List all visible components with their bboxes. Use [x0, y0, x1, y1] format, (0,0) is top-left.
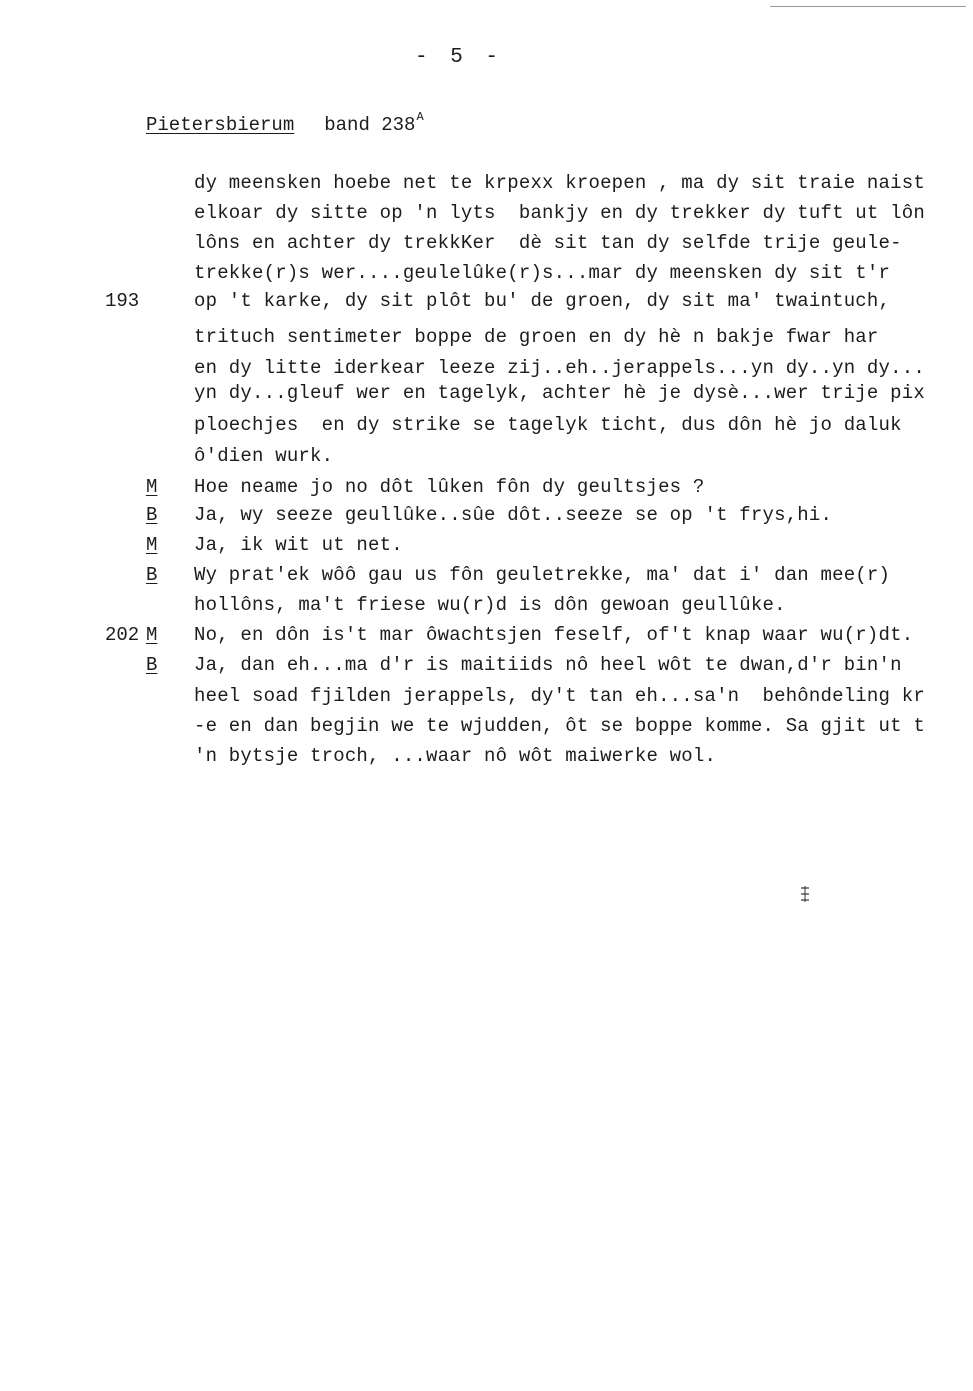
band-superscript: A: [416, 110, 424, 124]
transcript-line: heel soad fjilden jerappels, dy't tan eh...sa'n behôndeling kr: [194, 685, 925, 707]
transcript-line: ploechjes en dy strike se tagelyk ticht, dus dôn hè jo daluk: [194, 414, 902, 436]
transcript-line: hollôns, ma't friese wu(r)d is dôn gewoan geullûke.: [194, 594, 786, 616]
transcript-line: Wy prat'ek wôô gau us fôn geuletrekke, ma' dat i' dan mee(r): [194, 564, 891, 586]
margin-line-ref-202: 202: [105, 624, 140, 646]
transcript-line: Ja, ik wit ut net.: [194, 534, 403, 556]
transcript-line: Ja, wy seeze geullûke..sûe dôt..seeze se op 't frys,hi.: [194, 504, 833, 526]
transcript-line: No, en dôn is't mar ôwachtsjen feself, of't knap waar wu(r)dt.: [194, 624, 914, 646]
margin-line-ref-193: 193: [105, 290, 140, 312]
speaker-marker: M: [146, 476, 158, 498]
transcript-line: trekke(r)s wer....geulelûke(r)s...mar dy meensken dy sit t'r: [194, 262, 891, 284]
transcript-line: lôns en achter dy trekkKer dè sit tan dy selfde trije geule-: [194, 232, 902, 254]
transcript-line: op 't karke, dy sit plôt bu' de groen, dy sit ma' twaintuch,: [194, 290, 891, 312]
transcript-line: -e en dan begjin we te wjudden, ôt se boppe komme. Sa gjit ut t: [194, 715, 925, 737]
speaker-marker: B: [146, 654, 158, 676]
speaker-marker: M: [146, 534, 158, 556]
page-number: - 5 -: [415, 46, 504, 69]
transcript-line: elkoar dy sitte op 'n lyts bankjy en dy trekker dy tuft ut lôn: [194, 202, 925, 224]
document-header: [146, 110, 424, 136]
transcript-line: ô'dien wurk.: [194, 445, 334, 467]
transcript-line: dy meensken hoebe net te krpexx kroepen , ma dy sit traie naist: [194, 172, 925, 194]
band-label: band 238: [324, 114, 416, 136]
speaker-marker: B: [146, 564, 158, 586]
transcript-line: Hoe neame jo no dôt lûken fôn dy geultsjes ?: [194, 476, 705, 498]
transcript-line: yn dy...gleuf wer en tagelyk, achter hè je dysè...wer trije pix: [194, 382, 925, 404]
pen-mark-icon: [800, 884, 810, 904]
speaker-marker: B: [146, 504, 158, 526]
speaker-marker: M: [146, 624, 158, 646]
transcript-line: trituch sentimeter boppe de groen en dy hè n bakje fwar har: [194, 326, 879, 348]
top-edge-rule: [770, 6, 966, 7]
transcript-line: Ja, dan eh...ma d'r is maitiids nô heel wôt te dwan,d'r bin'n: [194, 654, 902, 676]
transcript-line: 'n bytsje troch, ...waar nô wôt maiwerke wol.: [194, 745, 717, 767]
place-name: Pietersbierum: [146, 114, 295, 136]
transcript-line: en dy litte iderkear leeze zij..eh..jerappels...yn dy..yn dy...: [194, 357, 925, 379]
